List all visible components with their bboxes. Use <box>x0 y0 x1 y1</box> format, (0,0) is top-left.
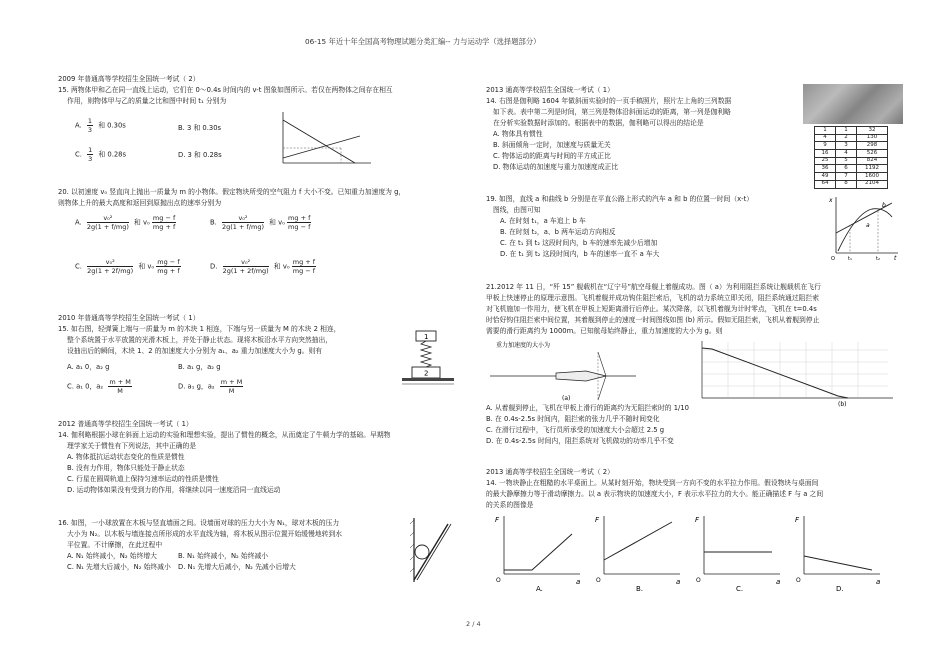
q15b-line1: 15. 如右图，轻弹簧上端与一质量为 m 的木块 1 相连，下端与另一质量为 M 的木块 2 相连， <box>58 325 341 333</box>
q20-line1: 20. 以初速度 v₀ 竖直向上抛出一质量为 m 的小物体。假定物块所受的空气阻力 f 大小不变。已知重力加速度为 g， <box>58 188 406 196</box>
table-cell: 8 <box>836 180 857 188</box>
q14-line2: 理学家关于惯性有下列说法，其中正确的是 <box>67 442 197 450</box>
page-header: 06-15 年近十年全国高考物理试题分类汇编-- 力与运动学（选择题部分） <box>305 37 541 46</box>
table-cell: 824 <box>857 157 888 165</box>
section-title-2009: 2009 年普通高等学校招生全国统一考试（ 2） <box>58 75 200 83</box>
svg-text:t: t <box>894 255 897 261</box>
q20-option-c: C. $\frac{\text{v₀²}}{2g(1 + 2f/mg)}$ 和 v₀ $\frac{mg - f}{mg + f}$ <box>75 258 180 276</box>
q21-option-a: A. 从着舰到停止，飞机在甲板上滑行的距离约为无阻拦索时的 1/10 <box>486 404 689 412</box>
table-cell: 6 <box>836 165 857 173</box>
q21-line2: 甲板上快速停止的原理示意图。飞机着舰并成功钩住阻拦索后，飞机的动力系统立即关闭，阻拦系统通过阻拦索 <box>486 294 820 302</box>
graph-option-label: B. <box>636 585 644 592</box>
q20-option-b: B. $\frac{\text{v₀²}}{2g(1 + f/mg)}$ 和 v₀ $\frac{mg + f}{mg - f}$ <box>210 214 311 232</box>
fig-b-tag: (b) <box>838 401 847 408</box>
origin-label: O <box>496 577 501 584</box>
q15-line2: 作用，则物体甲与乙的质量之比和图中时间 t₁ 分别为 <box>67 97 227 105</box>
f-a-graph-options <box>486 512 896 592</box>
table-row <box>815 180 888 188</box>
page-number: 2 / 4 <box>466 620 481 628</box>
svg-text:1: 1 <box>424 333 429 341</box>
q14-option-d: D. 运动物体如果没有受到力的作用，将继续以同一速度沿同一直线运动 <box>67 486 281 494</box>
q19-option-a: A. 在时刻 t₁，a 车追上 b 车 <box>500 217 586 225</box>
q20-line2: 则物体上升的最大高度和返回到原抛出点的速率分别为 <box>58 199 222 207</box>
q14-option-c: C. 行星在圆周轨道上保持匀速率运动的性质是惯性 <box>67 475 219 483</box>
table-cell: 5 <box>836 157 857 165</box>
q15-option-d: D. 3 和 0.28s <box>178 151 222 159</box>
table-cell: 4 <box>815 134 836 142</box>
table-cell: 36 <box>815 165 836 173</box>
svg-text:t₂: t₂ <box>876 256 880 261</box>
r-q14-option-c: C. 物体运动的距离与时间的平方成正比 <box>493 152 611 160</box>
f-a-line <box>504 534 572 570</box>
q15b-option-d: D. a₁ g，a₂ $\frac{m + M}{M}$ <box>178 378 243 396</box>
section-title-2013-1: 2013 通高等学校招生全国统一考试（ 1） <box>486 86 614 94</box>
q15b-option-a: A. a₁ 0，a₂ g <box>67 363 110 371</box>
table-cell: 298 <box>857 142 888 150</box>
f-a-graph-b <box>592 512 684 592</box>
q15-option-b: B. 3 和 0.30s <box>178 124 222 132</box>
q21-line3: 对飞机施加一作用力，使飞机在甲板上短距离滑行后停止。某次降落，以飞机着舰为计时零点，飞机在 t=0.4s <box>486 305 817 313</box>
section-title-2013-2: 2013 通高等学校招生全国统一考试（ 2） <box>486 468 614 476</box>
q20-option-a: A. $\frac{\text{v₀²}}{2g(1 + f/mg)}$ 和 v₀ $\frac{mg - f}{mg + f}$ <box>75 214 176 232</box>
q19-xt-graph <box>826 193 902 261</box>
r-q14-line2: 如下表。表中第二列是时间，第三列是物体沿斜面运动的距离，第一列是伽利略 <box>493 108 731 116</box>
svg-text:b: b <box>882 202 886 209</box>
graph-option-label: D. <box>836 585 844 592</box>
table-row <box>815 127 888 135</box>
r-q14-option-d: D. 物体运动的加速度与重力加速度成正比 <box>493 163 619 171</box>
table-cell: 7 <box>836 173 857 181</box>
q15b-option-b: B. a₁ g，a₂ g <box>178 363 221 371</box>
svg-text:t₁: t₁ <box>848 256 852 261</box>
axis-label-a: a <box>876 578 881 586</box>
q15-option-a: A. $\frac{1}{3}$ 和 0.30s <box>75 117 126 135</box>
q15-line1: 15. 两物体甲和乙在同一直线上运动，它们在 0～0.4s 时间内的 v-t 图象如图所示。若仅在两物体之间存在相互 <box>58 86 393 94</box>
r2-q14-line1: 14. 一物块静止在粗糙的水平桌面上。从某时刻开始，物块受到一方向不变的水平拉力作用。假设物块与桌面间 <box>486 479 819 487</box>
q15b-line3: 设抽出后的瞬间，木块 1、2 的加速度大小分别为 a₁、a₂ 重力加速度大小为 g。则有 <box>67 347 323 355</box>
manuscript-photo <box>803 84 903 124</box>
graph-option-label: A. <box>536 585 543 592</box>
origin-label: O <box>596 577 601 584</box>
section-title-2012: 2012 普通高等学校招生全国统一考试（ 1） <box>58 420 193 428</box>
axis-label-a: a <box>576 578 581 586</box>
table-cell: 130 <box>857 134 888 142</box>
q21-line5: 需要的滑行距离约为 1000m。已知航母始终静止，重力加速度的大小为 g。则 <box>486 327 723 335</box>
table-cell: 16 <box>815 150 836 158</box>
table-cell: 3 <box>836 142 857 150</box>
table-row <box>815 142 888 150</box>
axis-label-f: F <box>795 516 800 524</box>
q16-option-d: D. N₁ 先增大后减小，N₂ 先减小后增大 <box>178 563 296 571</box>
f-a-line <box>604 522 672 560</box>
axis-label-f: F <box>495 516 500 524</box>
f-a-line <box>804 556 872 570</box>
svg-text:x: x <box>829 197 833 204</box>
table-cell: 1 <box>836 127 857 135</box>
q14-option-a: A. 物体抵抗运动状态变化的性质是惯性 <box>67 453 185 461</box>
q21-option-b: B. 在 0.4s-2.5s 时间内，阻拦索的张力几乎不随时间变化 <box>486 415 660 423</box>
q19-option-d: D. 在 t₁ 到 t₂ 这段时间内，b 车的速率一直不 a 车大 <box>500 250 660 258</box>
ball-board-wall-diagram <box>408 516 456 586</box>
table-row <box>815 165 888 173</box>
q16-option-a: A. N₁ 始终减小，N₂ 始终增大 <box>67 552 157 560</box>
graph-option-label: C. <box>736 585 744 592</box>
q21-line1: 21.2012 年 11 日，“歼 15” 舰载机在“辽宁号”航空母舰上着舰成功。图（ a）为利用阻拦系统让舰载机在飞行 <box>486 283 821 291</box>
q15-vt-graph <box>275 108 375 170</box>
q21-option-d: D. 在 0.4s-2.5s 时间内，阻拦系统对飞机做功的功率几乎不变 <box>486 437 674 445</box>
table-row <box>815 134 888 142</box>
q19-line2: 图线，由图可知 <box>493 206 541 214</box>
table-row <box>815 150 888 158</box>
r2-q14-line2: 的最大静摩擦力等于滑动摩擦力。以 a 表示物块的加速度大小，F 表示水平拉力的大小。能正确描述 F 与 a 之间 <box>486 490 824 498</box>
table-cell: 49 <box>815 173 836 181</box>
axis-label-a: a <box>676 578 681 586</box>
r-q14-option-b: B. 斜面倾角一定时，加速度与质量无关 <box>493 141 611 149</box>
q21-line4: 时恰好钩住阻拦索中间位置，其着舰到停止的速度一时间图线如图 (b) 所示。假如无阻拦索，飞机从着舰到停止 <box>486 316 820 324</box>
axis-label-f: F <box>595 516 600 524</box>
r2-q14-line3: 的关系的图像是 <box>486 501 534 509</box>
table-cell: 32 <box>857 127 888 135</box>
table-cell: 9 <box>815 142 836 150</box>
table-cell: 64 <box>815 180 836 188</box>
f-a-graph-c <box>692 512 784 592</box>
q15b-line2: 整个系统置于水平放置的光滑木板上，并处于静止状态。现将木板沿水平方向突然抽出， <box>67 336 333 344</box>
q16-option-c: C. N₁ 先增大后减小，N₂ 始终减小 <box>67 563 171 571</box>
q21-figure-b-vt-graph <box>688 338 898 408</box>
spring-blocks-diagram <box>400 327 456 389</box>
f-a-graph-d <box>792 512 884 592</box>
fig-a-tag: (a) <box>562 395 571 402</box>
galileo-data-table <box>814 126 888 189</box>
fig-a-caption: 重力加速度的大小为 <box>496 342 551 349</box>
r-q14-line1: 14. 右图是伽利略 1604 年做斜面实验时的一页手稿照片，照片左上角的三列数据 <box>486 97 732 105</box>
svg-text:a: a <box>866 222 870 229</box>
q20-option-d: D. $\frac{\text{v₀²}}{2g(1 + 2f/mg)}$ 和 v₀ $\frac{mg + f}{mg - f}$ <box>210 258 316 276</box>
origin-label: O <box>696 577 701 584</box>
q21-figure-a <box>486 338 646 402</box>
section-title-2010: 2010 年普通高等学校招生全国统一考试（ 1） <box>58 314 200 322</box>
table-cell: 1600 <box>857 173 888 181</box>
table-row <box>815 157 888 165</box>
q15-option-c: C. $\frac{1}{3}$ 和 0.28s <box>75 146 127 164</box>
f-a-graph-a <box>492 512 584 592</box>
q16-line1: 16. 如图，一小球放置在木板与竖直墙面之间。设墙面对球的压力大小为 N₁，球对木板的压力 <box>58 519 340 527</box>
origin-label: O <box>796 577 801 584</box>
q19-option-b: B. 在时刻 t₂，a、b 两车运动方向相反 <box>500 228 616 236</box>
table-cell: 1192 <box>857 165 888 173</box>
q16-option-b: B. N₁ 始终减小，N₂ 始终减小 <box>178 552 269 560</box>
svg-text:2: 2 <box>424 369 429 378</box>
q16-line2: 大小为 N₂。以木板与墙连接点所形成的水平直线为轴，将木板从图示位置开始缓慢地转到水 <box>67 530 343 538</box>
q19-option-c: C. 在 t₁ 到 t₂ 这段时间内，b 车的速率先减少后增加 <box>500 239 658 247</box>
axis-label-a: a <box>776 578 781 586</box>
r-q14-option-a: A. 物体具有惯性 <box>493 130 543 138</box>
table-cell: 526 <box>857 150 888 158</box>
r-q14-line3: 在分析实验数据时添加的。根据表中的数据，伽利略可以得出的结论是 <box>493 119 704 127</box>
q14-line1: 14. 伽利略根据小球在斜面上运动的实验和理想实验，提出了惯性的概念，从而奠定了牛顿力学的基础。早期物 <box>58 431 391 439</box>
q16-line3: 平位置。不计摩擦，在此过程中 <box>67 541 163 549</box>
table-cell: 4 <box>836 150 857 158</box>
q14-option-b: B. 没有力作用，物体只能处于静止状态 <box>67 464 185 472</box>
q21-option-c: C. 在滑行过程中，飞行员所承受的加速度大小会超过 2.5 g <box>486 426 665 434</box>
q19-line1: 19. 如图，直线 a 和曲线 b 分别是在平直公路上形式的汽车 a 和 b 的位置一时间（x-t） <box>486 195 754 203</box>
table-cell: 2 <box>836 134 857 142</box>
table-cell: 2104 <box>857 180 888 188</box>
table-row <box>815 173 888 181</box>
table-cell: 25 <box>815 157 836 165</box>
axis-label-f: F <box>695 516 700 524</box>
svg-text:O: O <box>831 256 835 261</box>
table-cell: 1 <box>815 127 836 135</box>
q15b-option-c: C. a₁ 0，a₂ $\frac{m + M}{M}$ <box>67 378 131 396</box>
